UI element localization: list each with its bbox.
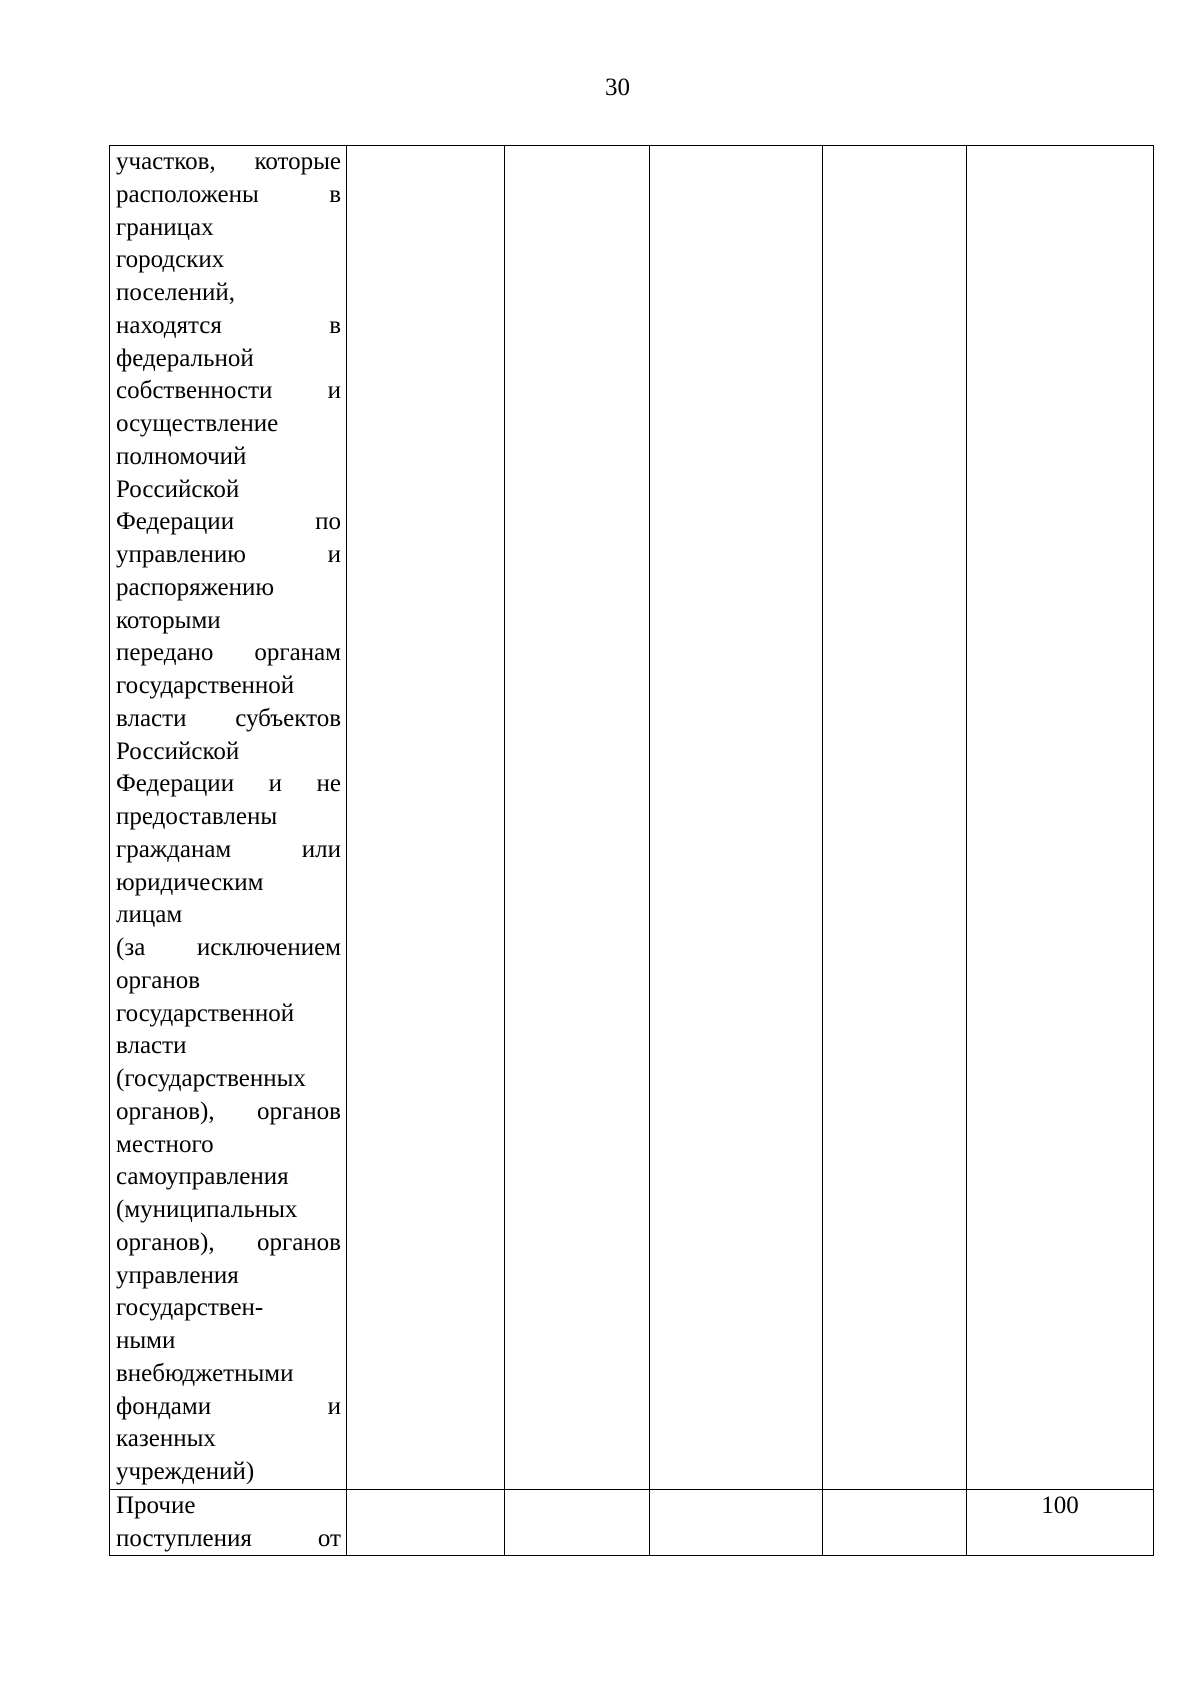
word: которыми <box>116 606 221 634</box>
value-cell <box>650 146 823 1490</box>
value-cell <box>347 146 505 1490</box>
description-cell <box>110 1489 347 1556</box>
word: от <box>317 1524 341 1552</box>
text-line <box>110 539 346 572</box>
value-cell <box>823 1489 967 1556</box>
word: границах <box>116 213 214 241</box>
word: в <box>329 311 341 339</box>
value-cell <box>650 1489 823 1556</box>
word: находятся <box>116 311 222 339</box>
text-line <box>110 408 346 441</box>
page-number: 30 <box>605 74 630 101</box>
word: распоряжению <box>116 573 275 601</box>
word: и <box>327 377 341 405</box>
text-line <box>110 932 346 965</box>
text-line <box>110 670 346 703</box>
word: (за <box>116 934 146 961</box>
word: органов), <box>116 1228 215 1256</box>
word: местного <box>116 1130 214 1158</box>
text-line <box>110 768 346 801</box>
word: или <box>301 835 341 863</box>
text-line <box>110 867 346 900</box>
word: фондами <box>116 1392 212 1420</box>
text-line <box>110 212 346 245</box>
value-cell <box>505 1489 650 1556</box>
text-line <box>110 1227 346 1260</box>
word: органов), <box>116 1097 215 1125</box>
text-line <box>110 1456 346 1489</box>
text-line <box>110 244 346 277</box>
word: органам <box>254 639 341 667</box>
word: не <box>316 770 341 798</box>
word: органов <box>256 1097 341 1125</box>
word: лицам <box>116 901 183 929</box>
table-row <box>110 1489 1154 1556</box>
text-line <box>110 899 346 932</box>
word: предоставлены <box>116 803 278 830</box>
value-cell <box>347 1489 505 1556</box>
value-cell <box>505 146 650 1490</box>
row-value: 100 <box>1041 1491 1079 1519</box>
word: управления <box>116 1261 239 1289</box>
word: исключением <box>196 934 341 961</box>
text-line <box>110 343 346 376</box>
word: по <box>315 508 341 536</box>
word: органов <box>116 966 201 994</box>
word: Российской <box>116 737 240 765</box>
word: внебюджетными <box>116 1359 294 1387</box>
word: и <box>327 1392 341 1420</box>
word: государственной <box>116 999 295 1027</box>
text-line <box>110 1030 346 1063</box>
word: федеральной <box>116 344 254 372</box>
text-line <box>110 1194 346 1227</box>
text-line <box>110 310 346 343</box>
word: которые <box>254 148 341 175</box>
value-cell <box>823 146 967 1490</box>
word: Федерации <box>116 770 235 798</box>
word: гражданам <box>116 835 232 863</box>
word: полномочий <box>116 442 247 470</box>
word: самоуправления <box>116 1163 289 1191</box>
text-line <box>110 801 346 834</box>
text-line <box>110 179 346 212</box>
text-line <box>110 1523 346 1556</box>
word: юридическим <box>116 868 264 896</box>
word: органов <box>256 1228 341 1256</box>
text-line <box>110 736 346 769</box>
word: Российской <box>116 475 240 503</box>
text-line <box>110 1423 346 1456</box>
text-line <box>110 277 346 310</box>
text-line <box>110 1358 346 1391</box>
text-line <box>110 506 346 539</box>
word: собственности <box>116 377 273 405</box>
text-line <box>110 1292 346 1325</box>
word: власти <box>116 704 187 732</box>
word: Прочие <box>116 1491 196 1519</box>
word: расположены <box>116 180 259 208</box>
text-line <box>110 1129 346 1162</box>
budget-table <box>109 145 1154 1556</box>
text-line <box>110 1096 346 1129</box>
text-line <box>110 375 346 408</box>
word: в <box>329 180 341 208</box>
word: участков, <box>116 148 216 175</box>
text-line <box>110 998 346 1031</box>
table-row <box>110 146 1154 1490</box>
text-line <box>110 1325 346 1358</box>
word: власти <box>116 1032 187 1060</box>
description-text <box>110 146 346 1489</box>
text-line <box>110 146 346 179</box>
word: государственной <box>116 672 295 699</box>
word: управлению <box>116 541 246 568</box>
word: осуществление <box>116 410 279 437</box>
word: ными <box>116 1327 176 1354</box>
word: и <box>327 541 341 568</box>
description-cell <box>110 146 347 1490</box>
text-line <box>110 834 346 867</box>
word: (муниципальных <box>116 1196 298 1223</box>
text-line <box>110 1490 346 1523</box>
word: поселений, <box>116 279 235 306</box>
word: городских <box>116 246 225 274</box>
word: и <box>268 770 282 798</box>
word: государствен- <box>116 1294 264 1322</box>
text-line <box>110 474 346 507</box>
text-line <box>110 1260 346 1293</box>
text-line <box>110 1063 346 1096</box>
text-line <box>110 1161 346 1194</box>
word: поступления <box>116 1524 252 1552</box>
word: (государственных <box>116 1065 306 1092</box>
text-line <box>110 965 346 998</box>
word: казенных <box>116 1425 216 1453</box>
value-cell <box>967 1489 1154 1556</box>
text-line <box>110 1391 346 1424</box>
word: передано <box>116 639 214 667</box>
word: Федерации <box>116 508 235 536</box>
value-cell <box>967 146 1154 1490</box>
text-line <box>110 605 346 638</box>
text-line <box>110 572 346 605</box>
text-line <box>110 441 346 474</box>
text-line <box>110 637 346 670</box>
word: учреждений) <box>116 1458 255 1485</box>
description-text <box>110 1490 346 1556</box>
text-line <box>110 703 346 736</box>
word: субъектов <box>235 704 341 732</box>
